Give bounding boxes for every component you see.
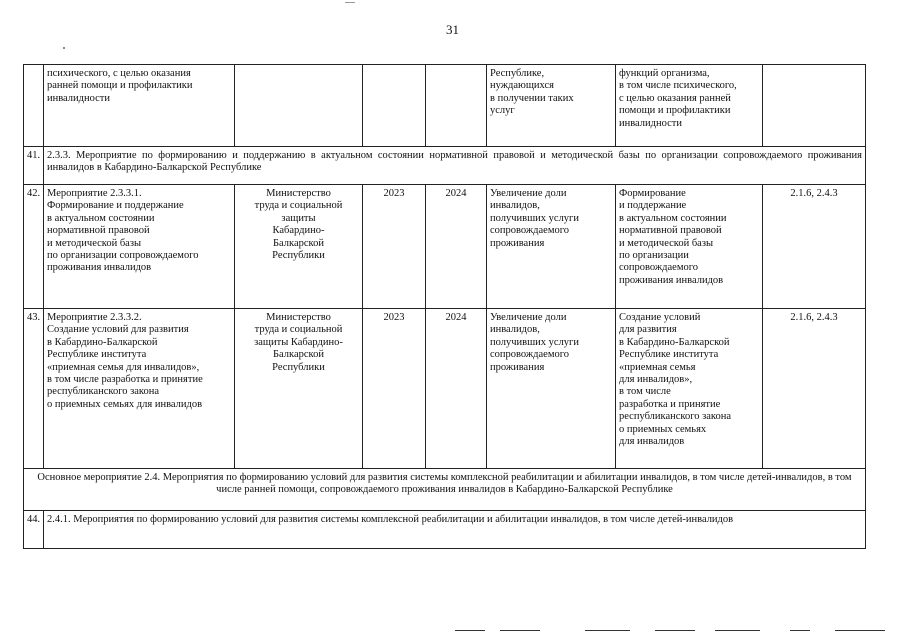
result-cell: Увеличение доли инвалидов, получивших услуги сопровождаемого проживания — [487, 185, 616, 309]
year-start-cell — [363, 65, 426, 147]
table-row — [24, 185, 866, 309]
scan-mark — [585, 630, 630, 631]
measure-cell: Мероприятие 2.3.3.2. Создание условий для развития в Кабардино-Балкарской Республике института «приемная семья для инвалидов», в том числе разработка и принятие республиканского закона о приемных семьях для инвалидов — [44, 309, 235, 469]
year-start-cell: 2023 — [363, 309, 426, 469]
year-end-cell — [426, 65, 487, 147]
scan-mark — [455, 630, 485, 631]
link-cell: 2.1.6, 2.4.3 — [763, 309, 866, 469]
row-number: 42. — [24, 185, 44, 309]
section-row — [24, 511, 866, 549]
executor-cell — [235, 65, 363, 147]
page-number: 31 — [446, 22, 459, 37]
effect-cell: Создание условий для развития в Кабардино-Балкарской Республике института «приемная семья для инвалидов», в том числе разработка и принятие республиканского закона о приемных семьях для инвалидов — [616, 309, 763, 469]
scan-mark — [835, 630, 885, 631]
year-start-cell: 2023 — [363, 185, 426, 309]
link-cell — [763, 65, 866, 147]
scan-mark — [500, 630, 540, 631]
row-number — [24, 65, 44, 147]
effect-cell: Формирование и поддержание в актуальном состоянии нормативной правовой и методической базы по организации сопровождаемого проживания инвалидов — [616, 185, 763, 309]
scan-speck — [63, 47, 65, 49]
row-number: 41. — [24, 147, 44, 185]
section-heading: 2.4.1. Мероприятия по формированию условий для развития системы комплексной реабилитации и абилитации инвалидов, в том числе детей-инвалидов — [44, 511, 866, 549]
year-end-cell: 2024 — [426, 185, 487, 309]
table-row — [24, 309, 866, 469]
executor-cell: Министерство труда и социальной защиты Кабардино- Балкарской Республики — [235, 185, 363, 309]
link-cell: 2.1.6, 2.4.3 — [763, 185, 866, 309]
measure-cell: Мероприятие 2.3.3.1. Формирование и поддержание в актуальном состоянии нормативной правовой и методической базы по организации сопровождаемого проживания инвалидов — [44, 185, 235, 309]
row-number: 43. — [24, 309, 44, 469]
main-measure-heading: Основное мероприятие 2.4. Мероприятия по формированию условий для развития системы комплексной реабилитации и абилитации инвалидов, в том числе детей-инвалидов, в том числе ранней помощи, сопровождаемого проживания инвалидов в Кабардино-Балкарской Республике — [24, 469, 866, 511]
section-row — [24, 147, 866, 185]
executor-cell: Министерство труда и социальной защиты Кабардино- Балкарской Республики — [235, 309, 363, 469]
table-row — [24, 65, 866, 147]
main-measure-row — [24, 469, 866, 511]
measure-cell: психического, с целью оказания ранней помощи и профилактики инвалидности — [44, 65, 235, 147]
section-heading: 2.3.3. Мероприятие по формированию и поддержанию в актуальном состоянии нормативной правовой и методической базы по организации сопровождаемого проживания инвалидов в Кабардино-Балкарской Республике — [44, 147, 866, 185]
row-number: 44. — [24, 511, 44, 549]
effect-cell: функций организма, в том числе психического, с целью оказания ранней помощи и профилактики инвалидности — [616, 65, 763, 147]
scan-mark — [715, 630, 760, 631]
result-cell: Республике, нуждающихся в получении таких услуг — [487, 65, 616, 147]
year-end-cell: 2024 — [426, 309, 487, 469]
scan-mark — [655, 630, 695, 631]
scan-mark — [790, 630, 810, 631]
result-cell: Увеличение доли инвалидов, получивших услуги сопровождаемого проживания — [487, 309, 616, 469]
measures-table — [23, 64, 866, 549]
scan-mark — [345, 2, 355, 3]
